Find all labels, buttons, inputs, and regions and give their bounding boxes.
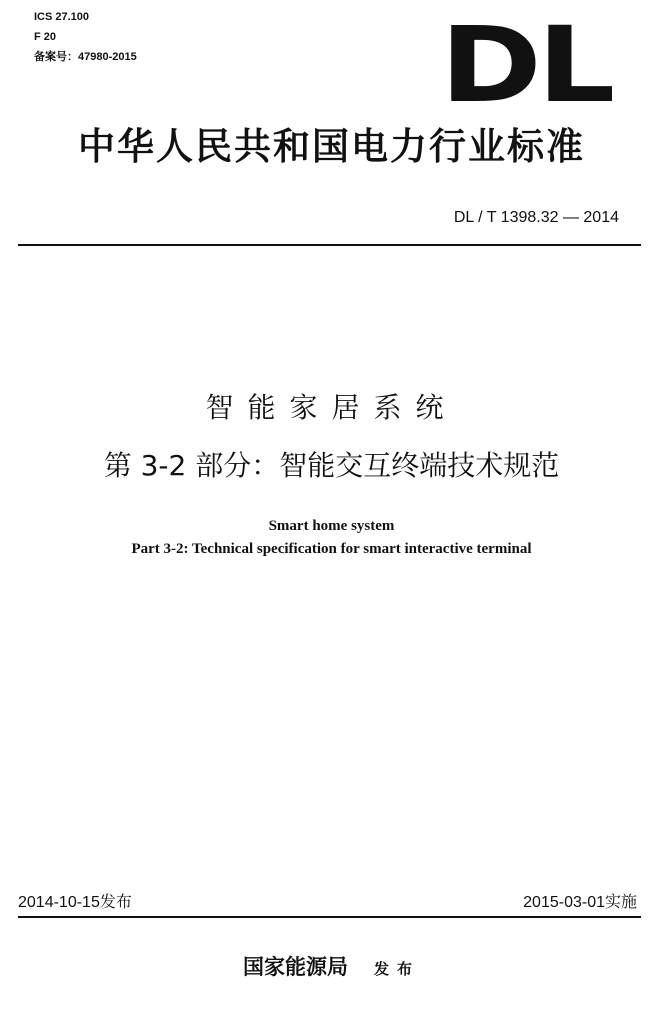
ics-code: ICS 27.100 — [34, 11, 90, 23]
title-en-line2: Part 3-2: Technical specification for smart interactive terminal — [131, 541, 532, 557]
issuer — [0, 952, 663, 984]
footer-divider — [18, 916, 641, 918]
issuer-organization: 国家能源局 — [242, 954, 348, 979]
title-cn-line2: 第 3-2 部分：智能交互终端技术规范 — [103, 449, 560, 482]
title-cn-line1: 智能家居系统 — [205, 391, 458, 424]
record-number: 备案号：47980-2015 — [34, 51, 137, 63]
issue-date: 2014-10-15发布 — [18, 894, 132, 911]
title-en-line1: Smart home system — [268, 518, 395, 534]
standard-series-title: 中华人民共和国电力行业标准 — [78, 124, 585, 168]
implementation-date: 2015-03-01实施 — [523, 894, 637, 911]
ccs-code: F 20 — [34, 31, 57, 43]
header-divider — [18, 244, 641, 246]
issuer-action: 发布 — [373, 960, 420, 978]
dl-logo: DL — [440, 4, 611, 126]
standard-code: DL / T 1398.32 — 2014 — [453, 209, 619, 226]
